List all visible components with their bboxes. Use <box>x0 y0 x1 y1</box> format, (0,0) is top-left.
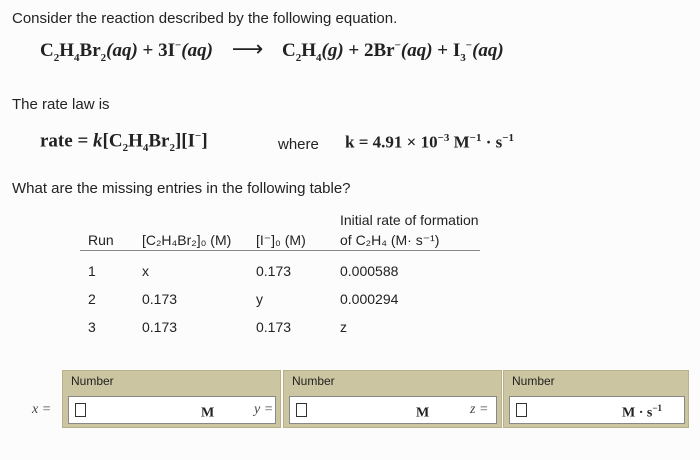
x-unit: M <box>201 405 215 421</box>
y-unit: M <box>416 405 430 421</box>
rate-constant: $k = 4.91 \times 10^{-3}$ $M^{-1} \cdot s^{-1}$ <box>345 132 515 152</box>
reaction-arrow-icon: ⟶ <box>231 37 264 62</box>
header-rate-line1: Initial rate of formation <box>340 212 479 228</box>
header-rate-line2: of C₂H₄ (M· s⁻¹) <box>340 232 440 248</box>
where-label: where <box>278 136 319 153</box>
cell-rate: z <box>340 319 347 335</box>
z-variable-label: z = <box>470 402 489 417</box>
cell-rate: 0.000294 <box>340 291 399 307</box>
header-run: Run <box>88 232 114 248</box>
number-label: Number <box>292 374 335 388</box>
cell-c2h4br2: 0.173 <box>142 291 178 307</box>
cell-run: 2 <box>88 291 96 307</box>
question-text: What are the missing entries in the following table? <box>12 180 351 197</box>
cell-c2h4br2: 0.173 <box>142 319 178 335</box>
header-divider <box>80 250 480 251</box>
text-cursor-icon <box>75 403 86 417</box>
cell-iodide: y <box>256 291 263 307</box>
reaction-equation: $C_2H_4Br_2(aq) + 3I^-(aq)$ ⟶ $C_2H_4(g) + 2Br^-(aq) + I_3^-(aq)$ <box>40 37 504 64</box>
x-variable-label: x = <box>32 402 52 417</box>
x-answer-panel <box>62 370 281 428</box>
rate-law-label: The rate law is <box>12 96 110 113</box>
z-answer-panel <box>503 370 689 428</box>
cell-c2h4br2: x <box>142 263 149 279</box>
y-input[interactable] <box>289 396 497 424</box>
header-c2h4br2: [C₂H₄Br₂]₀ (M) <box>142 232 232 248</box>
cell-iodide: 0.173 <box>256 263 292 279</box>
y-answer-panel <box>283 370 502 428</box>
cell-iodide: 0.173 <box>256 319 292 335</box>
y-variable-label: y = <box>254 402 274 417</box>
intro-text: Consider the reaction described by the following equation. <box>12 10 398 27</box>
cell-run: 3 <box>88 319 96 335</box>
z-input[interactable] <box>509 396 685 424</box>
number-label: Number <box>71 374 114 388</box>
x-input[interactable] <box>68 396 276 424</box>
header-iodide: [I⁻]₀ (M) <box>256 232 306 248</box>
text-cursor-icon <box>296 403 307 417</box>
cell-run: 1 <box>88 263 96 279</box>
z-unit: $M \cdot s^{-1}$ <box>622 403 662 421</box>
text-cursor-icon <box>516 403 527 417</box>
cell-rate: 0.000588 <box>340 263 399 279</box>
number-label: Number <box>512 374 555 388</box>
rate-law-expression: rate = $k[C_2H_4Br_2][I^-]$ <box>40 130 208 155</box>
